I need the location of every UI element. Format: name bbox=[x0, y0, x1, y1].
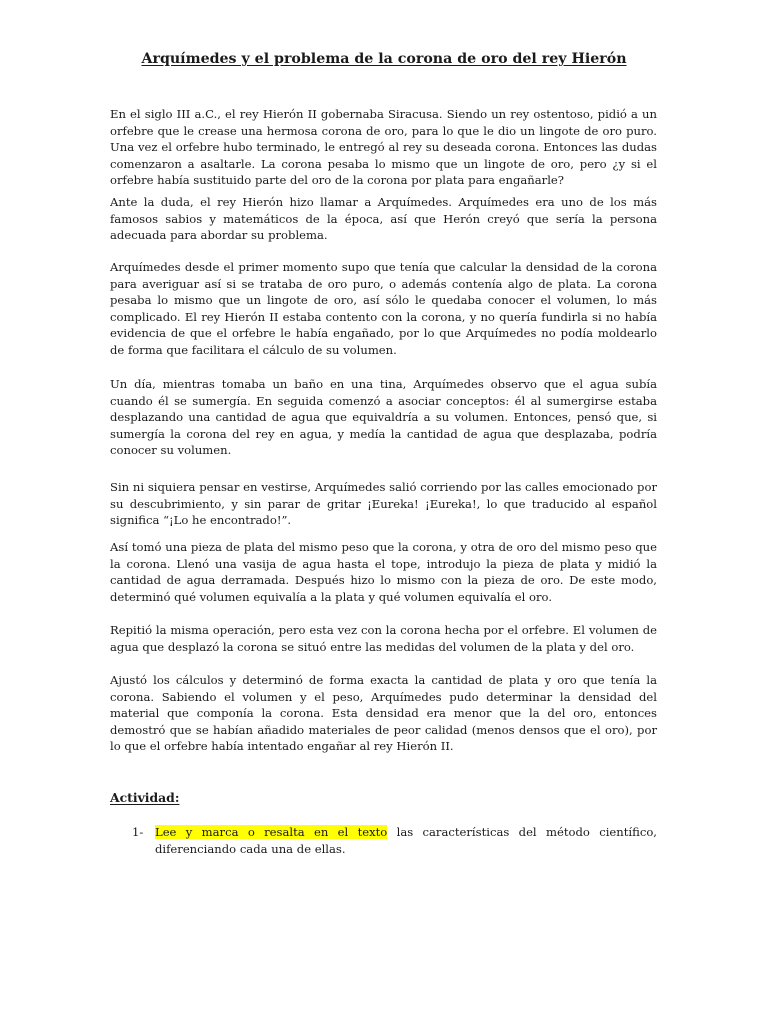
paragraph-3: Arquímedes desde el primer momento supo que tenía que calcular la densidad de la corona para averiguar así si se trataba de oro puro, o además contenía algo de plata. La corona pesaba lo mismo que un lingote de oro, así sólo le quedaba conocer el volumen, lo más complicado. El rey Hierón II estaba contento con la corona, y no quería fundirla si no había evidencia de que el orfebre le había engañado, por lo que Arquímedes no podía moldearlo de forma que facilitara el cálculo de su volumen. bbox=[110, 260, 657, 357]
activity-item-text bbox=[155, 824, 657, 857]
document-title: Arquímedes y el problema de la corona de oro del rey Hierón bbox=[141, 51, 627, 67]
paragraph-5: Sin ni siquiera pensar en vestirse, Arquímedes salió corriendo por las calles emocionado por su descubrimiento, y sin parar de gritar ¡Eureka! ¡Eureka!, lo que traducido al español significa “¡Lo he encontrado!”. bbox=[110, 480, 657, 527]
paragraph-7: Repitió la misma operación, pero esta vez con la corona hecha por el orfebre. El volumen de agua que desplazó la corona se situó entre las medidas del volumen de la plata y del oro. bbox=[110, 623, 657, 654]
activity-item-rest: las características del método científico, diferenciando cada una de ellas. bbox=[155, 825, 657, 856]
paragraph-8: Ajustó los cálculos y determinó de forma exacta la cantidad de plata y oro que tenía la corona. Sabiendo el volumen y el peso, Arquímedes pudo determinar la densidad del material que componía la corona. Esta densidad era menor que la del oro, entonces demostró que se habían añadido materiales de peor calidad (menos densos que el oro), por lo que el orfebre había intentado engañar al rey Hierón II. bbox=[110, 673, 657, 753]
activity-heading: Actividad: bbox=[110, 790, 180, 805]
paragraph-2: Ante la duda, el rey Hierón hizo llamar a Arquímedes. Arquímedes era uno de los más famosos sabios y matemáticos de la época, así que Herón creyó que sería la persona adecuada para abordar su problema. bbox=[110, 195, 657, 242]
activity-item-1 bbox=[132, 824, 657, 857]
paragraph-1: En el siglo III a.C., el rey Hierón II gobernaba Siracusa. Siendo un rey ostentoso, pidió a un orfebre que le crease una hermosa corona de oro, para lo que le dio un lingote de oro puro. Una vez el orfebre hubo terminado, le entregó al rey su deseada corona. Entonces las dudas comenzaron a asaltarle. La corona pesaba lo mismo que un lingote de oro, pero ¿y si el orfebre había sustituido parte del oro de la corona por plata para engañarle? bbox=[110, 107, 657, 187]
highlighted-instruction: Lee y marca o resalta en el texto bbox=[155, 825, 388, 839]
paragraph-4: Un día, mientras tomaba un baño en una tina, Arquímedes observo que el agua subía cuando él se sumergía. En seguida comenzó a asociar conceptos: él al sumergirse estaba desplazando una cantidad de agua que equivaldría a su volumen. Entonces, pensó que, si sumergía la corona del rey en agua, y medía la cantidad de agua que desplazaba, podría conocer su volumen. bbox=[110, 377, 657, 457]
activity-item-number: 1- bbox=[132, 825, 144, 839]
paragraph-6: Así tomó una pieza de plata del mismo peso que la corona, y otra de oro del mismo peso que la corona. Llenó una vasija de agua hasta el tope, introdujo la pieza de plata y midió la cantidad de agua derramada. Después hizo lo mismo con la pieza de oro. De este modo, determinó qué volumen equivalía a la plata y qué volumen equivalía el oro. bbox=[110, 540, 657, 604]
